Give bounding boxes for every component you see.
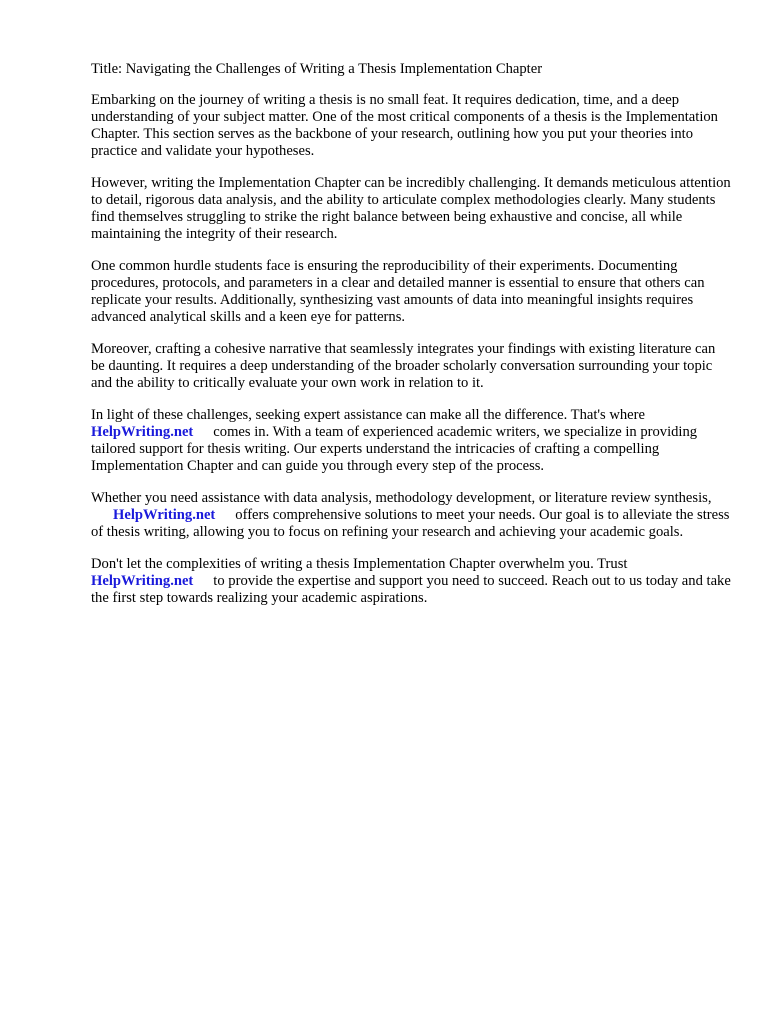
paragraph-assistance-text-2: comes in. With a team of experienced academic writers, we specialize in providing tailored support for thesis writing. Our experts understand the intricacies of crafting a compelling Implementation Chapter and can guide you through every step of the process. [91,424,698,474]
document-title: Title: Navigating the Challenges of Writing a Thesis Implementation Chapter [91,61,543,77]
paragraph-services [91,490,731,541]
paragraph-reproducibility: One common hurdle students face is ensuring the reproducibility of their experiments. Documenting procedures, protocols, and parameters in a clear and detailed manner is essential to ensure that others can replicate your results. Additionally, synthesizing vast amounts of data into meaningful insights requires advanced analytical skills and a keen eye for patterns. [91,258,705,325]
paragraph-challenges: However, writing the Implementation Chapter can be incredibly challenging. It demands meticulous attention to detail, rigorous data analysis, and the ability to articulate complex methodologies clearly. Many students find themselves struggling to strike the right balance between being exhaustive and concise, all while maintaining the integrity of their research. [91,175,731,242]
paragraph-narrative: Moreover, crafting a cohesive narrative that seamlessly integrates your findings with existing literature can be daunting. It requires a deep understanding of the broader scholarly conversation surrounding your topic and the ability to critically evaluate your own work in relation to it. [91,341,716,391]
paragraph-assistance-text-1: In light of these challenges, seeking expert assistance can make all the difference. That's where [91,407,645,423]
paragraph-closing-text-1: Don't let the complexities of writing a thesis Implementation Chapter overwhelm you. Trust [91,556,628,572]
helpwriting-link-2[interactable]: HelpWriting.net [113,507,216,523]
paragraph-closing-text-2: to provide the expertise and support you need to succeed. Reach out to us today and take the first step towards realizing your academic aspirations. [91,573,731,606]
paragraph-services-text-2: offers comprehensive solutions to meet your needs. Our goal is to alleviate the stress of thesis writing, allowing you to focus on refining your research and achieving your academic goals. [91,507,730,540]
paragraph-closing [91,556,731,607]
paragraph-assistance [91,407,731,475]
helpwriting-link-3[interactable]: HelpWriting.net [91,573,194,589]
paragraph-intro: Embarking on the journey of writing a thesis is no small feat. It requires dedication, time, and a deep understanding of your subject matter. One of the most critical components of a thesis is the Implementation Chapter. This section serves as the backbone of your research, outlining how you put your theories into practice and validate your hypotheses. [91,92,718,159]
helpwriting-link-1[interactable]: HelpWriting.net [91,424,194,440]
paragraph-services-text-1: Whether you need assistance with data analysis, methodology development, or literature review synthesis, [91,490,712,506]
